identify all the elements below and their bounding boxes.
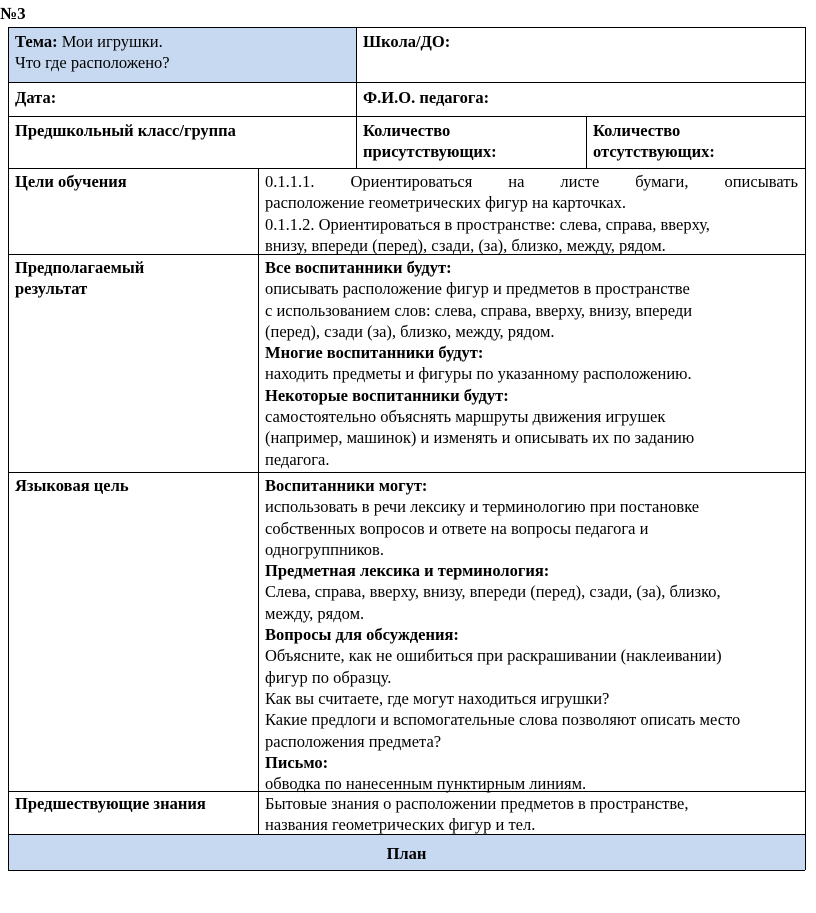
theme-label: Тема: [15,32,58,51]
column-divider [356,27,357,168]
discussion-questions-title: Вопросы для обсуждения: [265,625,459,645]
goal-line: внизу, впереди (перед), сзади, (за), близко, между, рядом. [265,235,666,255]
plan-label: План [386,844,427,863]
result-line: самостоятельно объяснять маршруты движения игрушек [265,407,666,427]
language-line: между, рядом. [265,603,365,623]
row-divider [8,82,805,83]
prior-knowledge-content [265,793,798,836]
writing-title: Письмо: [265,752,329,772]
row-divider [8,472,805,473]
writing-line: обводка по нанесенным пунктирным линиям. [265,774,587,794]
row-divider [8,116,805,117]
column-divider [586,116,587,168]
column-divider [258,168,259,834]
date-label: Дата: [15,88,57,107]
vocabulary-title: Предметная лексика и терминология: [265,561,550,581]
all-students-title: Все воспитанники будут: [265,258,452,277]
class-label: Предшкольный класс/группа [15,121,236,140]
row-divider [8,168,805,169]
table-border-right [805,27,806,870]
goal-line: 0.1.1.2. Ориентироваться в пространстве: слева, справа, вверху, [265,214,710,234]
absent-label-line-1: Количество [593,121,681,140]
teacher-label: Ф.И.О. педагога: [363,88,490,107]
theme-value: Мои игрушки. [61,32,163,51]
present-label-line-1: Количество [363,121,451,140]
language-goal-label: Языковая цель [15,476,129,495]
school-label: Школа/ДО: [363,32,451,51]
result-line: находить предметы и фигуры по указанному расположению. [265,364,692,384]
language-line: одногруппников. [265,539,384,559]
result-line: (перед), сзади (за), близко, между, рядом. [265,321,555,341]
students-can-title: Воспитанники могут: [265,476,428,495]
theme-cell [15,31,353,74]
present-count-cell [363,120,497,163]
goals-label: Цели обучения [15,172,127,191]
language-line: использовать в речи лексику и терминологию при постановке [265,497,700,517]
absent-count-cell [593,120,715,163]
some-students-title: Некоторые воспитанники будут: [265,385,509,405]
prior-knowledge-label: Предшествующие знания [15,794,206,813]
question-line: Какие предлоги и вспомогательные слова позволяют описать место [265,710,741,730]
results-label-line-1: Предполагаемый [15,258,145,277]
goal-line: 0.1.1.1. Ориентироваться на листе бумаги, описывать [265,172,798,191]
result-line: с использованием слов: слева, справа, вверху, внизу, впереди [265,300,693,320]
theme-line-2: Что где расположено? [15,53,170,73]
document-number: №3 [0,4,26,23]
results-label [15,257,144,300]
table-border-bottom [8,870,805,871]
table-border-left [8,27,9,870]
result-line: (например, машинок) и изменять и описывать их по заданию [265,428,695,448]
goals-content [265,171,798,256]
absent-label-line-2: отсутствующих: [593,142,715,162]
results-label-line-2: результат [15,279,88,299]
result-line: описывать расположение фигур и предметов в пространстве [265,279,690,299]
language-line: собственных вопросов и ответе на вопросы педагога и [265,518,649,538]
table-border-top [8,27,805,28]
goal-line: расположение геометрических фигур на карточках. [265,193,626,213]
question-line: расположения предмета? [265,731,442,751]
prior-line: названия геометрических фигур и тел. [265,815,536,835]
results-content [265,257,798,470]
language-goal-content [265,475,798,794]
present-label-line-2: присутствующих: [363,142,497,162]
question-line: Как вы считаете, где могут находиться игрушки? [265,688,610,708]
prior-line: Бытовые знания о расположении предметов в пространстве, [265,794,689,813]
language-line: Слева, справа, вверху, внизу, впереди (перед), сзади, (за), близко, [265,582,721,602]
result-line: педагога. [265,449,330,469]
question-line: Объясните, как не ошибиться при раскрашивании (наклеивании) [265,646,722,666]
many-students-title: Многие воспитанники будут: [265,343,484,363]
question-line: фигур по образцу. [265,667,392,687]
